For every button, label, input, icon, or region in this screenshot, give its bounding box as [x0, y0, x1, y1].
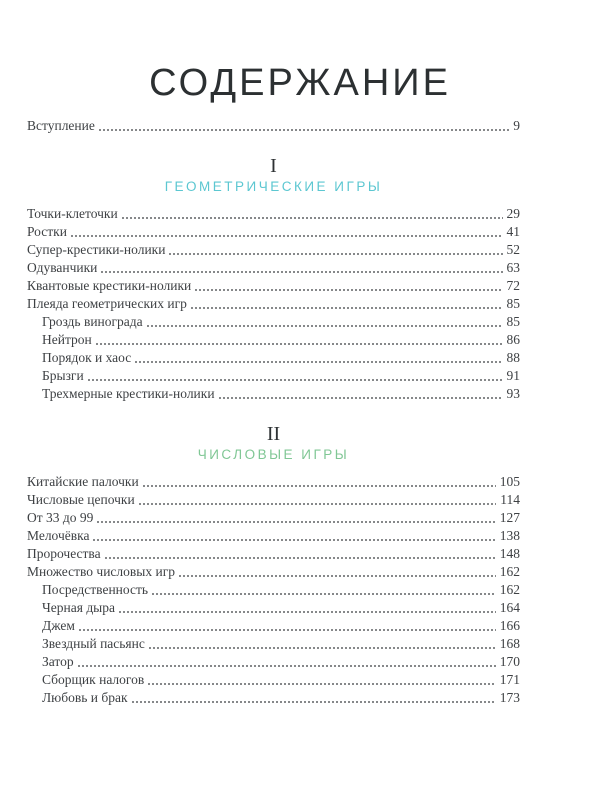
section-title: ГЕОМЕТРИЧЕСКИЕ ИГРЫ	[164, 178, 383, 194]
toc-entry-label: Пророчества	[27, 545, 101, 561]
toc-entry	[27, 241, 520, 259]
toc-entry	[27, 545, 520, 563]
toc-entry-page: 114	[500, 491, 520, 507]
toc-entry-page: 72	[506, 277, 520, 293]
toc-entry-label: Точки-клеточки	[27, 205, 118, 221]
toc-entry	[27, 527, 520, 545]
section-header	[27, 423, 520, 464]
toc-entry-label: Посредственность	[42, 581, 149, 597]
section-numeral: II	[266, 422, 281, 445]
dot-leader	[92, 331, 505, 349]
table-of-contents	[0, 117, 600, 707]
dot-leader	[139, 473, 498, 491]
dot-leader	[145, 635, 498, 653]
toc-entry-label: Черная дыра	[42, 599, 115, 615]
toc-entry	[27, 509, 520, 527]
toc-entry-label: Супер-крестики-нолики	[27, 241, 166, 257]
dot-leader	[95, 117, 511, 135]
toc-entry	[27, 617, 520, 635]
toc-entry-page: 162	[499, 563, 520, 579]
dot-leader	[67, 223, 505, 241]
toc-entry	[27, 653, 520, 671]
toc-entry-label: От 33 до 99	[27, 509, 94, 525]
toc-entry	[27, 117, 520, 135]
toc-entry-page: 173	[499, 689, 520, 705]
dot-leader	[215, 385, 505, 403]
dot-leader	[118, 205, 505, 223]
toc-entry-label: Затор	[42, 653, 74, 669]
toc-entry	[27, 491, 520, 509]
front-matter	[27, 117, 520, 135]
toc-entry-page: 88	[506, 349, 520, 365]
toc-entry-label: Брызги	[42, 367, 84, 383]
toc-entry-page: 171	[499, 671, 520, 687]
toc-entry	[27, 385, 520, 403]
section-entries	[27, 205, 520, 403]
section-title: ЧИСЛОВЫЕ ИГРЫ	[197, 446, 350, 462]
dot-leader	[75, 617, 498, 635]
toc-entry-page: 162	[499, 581, 520, 597]
toc-entry-page: 86	[506, 331, 520, 347]
toc-entry	[27, 223, 520, 241]
toc-entry-label: Любовь и брак	[42, 689, 128, 705]
toc-entry-page: 138	[499, 527, 520, 543]
toc-entry	[27, 277, 520, 295]
toc-entry-page: 166	[499, 617, 520, 633]
dot-leader	[148, 581, 498, 599]
toc-entry-page: 85	[506, 313, 520, 329]
toc-entry-label: Сборщик налогов	[42, 671, 145, 687]
toc-entry-page: 170	[499, 653, 520, 669]
toc-entry-label: Гроздь винограда	[42, 313, 143, 329]
toc-entry-label: Одуванчики	[27, 259, 98, 275]
toc-entry	[27, 349, 520, 367]
dot-leader	[89, 527, 497, 545]
toc-sections	[27, 155, 520, 707]
toc-entry-page: 168	[499, 635, 520, 651]
dot-leader	[93, 509, 497, 527]
toc-entry-label: Квантовые крестики-нолики	[27, 277, 192, 293]
dot-leader	[175, 563, 498, 581]
toc-entry-page: 41	[506, 223, 520, 239]
dot-leader	[187, 295, 505, 313]
dot-leader	[115, 599, 498, 617]
toc-entry-label: Числовые цепочки	[27, 491, 135, 507]
dot-leader	[131, 349, 504, 367]
dot-leader	[84, 367, 505, 385]
toc-entry-label: Китайские палочки	[27, 473, 139, 489]
toc-entry	[27, 671, 520, 689]
toc-entry-page: 52	[506, 241, 520, 257]
toc-entry	[27, 599, 520, 617]
toc-entry-label: Ростки	[27, 223, 67, 239]
dot-leader	[128, 689, 498, 707]
toc-entry	[27, 563, 520, 581]
toc-entry	[27, 689, 520, 707]
toc-entry	[27, 473, 520, 491]
toc-entry-page: 93	[506, 385, 520, 401]
toc-entry-label: Звездный пасьянс	[42, 635, 145, 651]
toc-entry-page: 63	[506, 259, 520, 275]
toc-entry	[27, 331, 520, 349]
dot-leader	[165, 241, 504, 259]
toc-entry-label: Плеяда геометрических игр	[27, 295, 187, 311]
toc-entry-page: 148	[499, 545, 520, 561]
toc-entry-label: Трехмерные крестики-нолики	[42, 385, 215, 401]
toc-entry-label: Нейтрон	[42, 331, 92, 347]
toc-entry-label: Мелочёвка	[27, 527, 90, 543]
toc-entry-page: 105	[499, 473, 520, 489]
toc-entry-label: Вступление	[27, 117, 95, 133]
toc-entry	[27, 205, 520, 223]
dot-leader	[191, 277, 504, 295]
toc-entry-label: Джем	[42, 617, 75, 633]
section-entries	[27, 473, 520, 707]
dot-leader	[135, 491, 499, 509]
toc-entry-label: Множество числовых игр	[27, 563, 175, 579]
toc-entry	[27, 635, 520, 653]
toc-entry-page: 164	[499, 599, 520, 615]
section-numeral: I	[270, 154, 277, 177]
toc-entry	[27, 295, 520, 313]
dot-leader	[97, 259, 504, 277]
toc-entry	[27, 367, 520, 385]
toc-entry-page: 127	[499, 509, 520, 525]
dot-leader	[74, 653, 498, 671]
dot-leader	[144, 671, 498, 689]
toc-entry-page: 91	[506, 367, 520, 383]
page-title: СОДЕРЖАНИЕ	[149, 62, 451, 104]
toc-entry-page: 29	[506, 205, 520, 221]
toc-entry-page: 9	[513, 117, 520, 133]
dot-leader	[143, 313, 505, 331]
toc-entry-page: 85	[506, 295, 520, 311]
dot-leader	[101, 545, 498, 563]
toc-entry	[27, 313, 520, 331]
section-header	[27, 155, 520, 196]
toc-entry-label: Порядок и хаос	[42, 349, 132, 365]
toc-entry	[27, 259, 520, 277]
toc-entry	[27, 581, 520, 599]
